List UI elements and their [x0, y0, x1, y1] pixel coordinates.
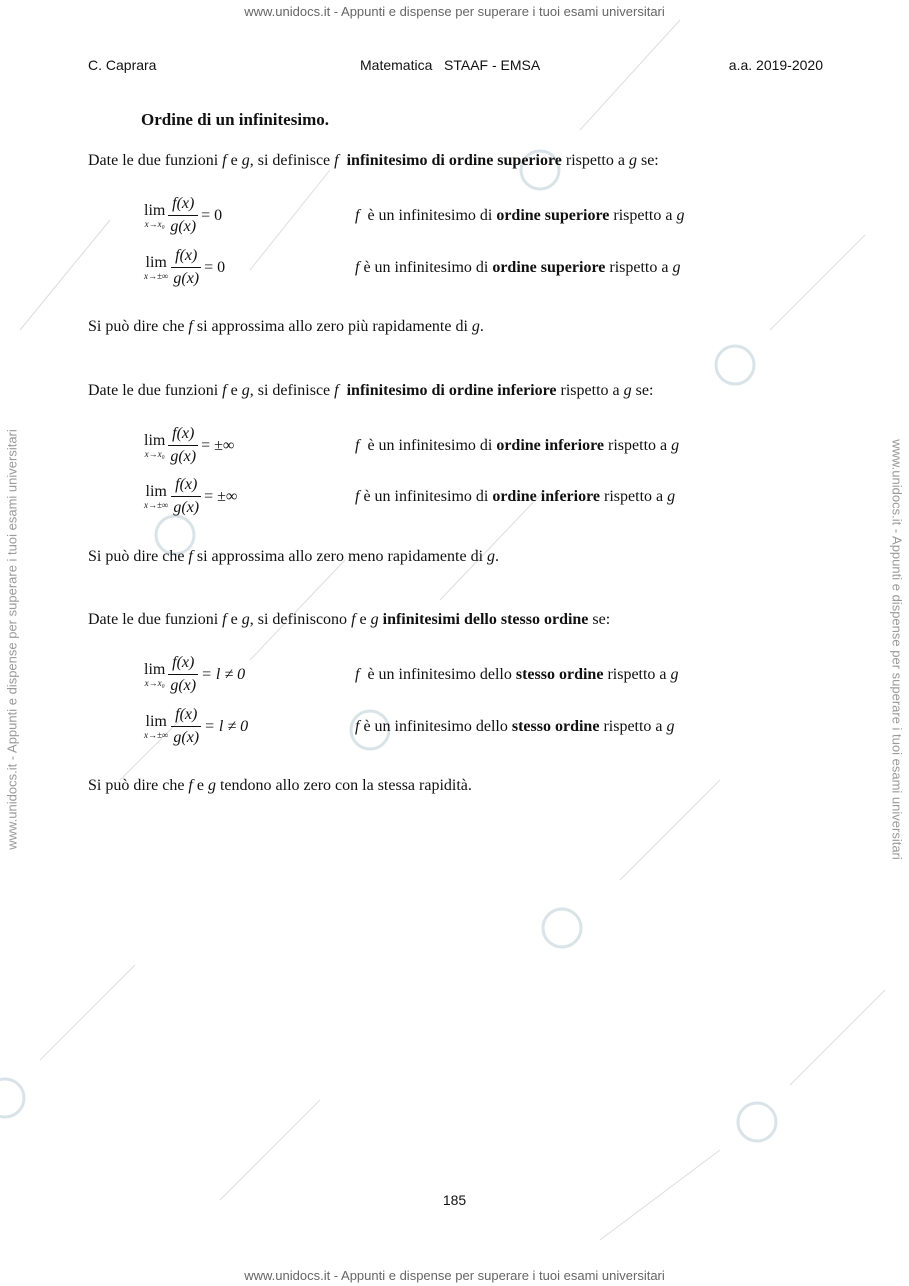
section-title: Ordine di un infinitesimo.: [141, 110, 329, 129]
formula-2-2: lim x→±∞ $\frac{f(x)}{g(x)}$ = ±∞: [144, 476, 238, 516]
page-number: 185: [442, 1192, 467, 1208]
formula-3-2-description: f è un infinitesimo dello stesso ordine rispetto a g: [355, 718, 675, 735]
watermark-bottom: www.unidocs.it - Appunti e dispense per superare i tuoi esami universitari: [244, 1268, 665, 1283]
formula-1-1: lim x→x₀ $\frac{f(x)}{g(x)}$ = 0: [144, 195, 223, 235]
section-3-intro: Date le due funzioni f e g, si definiscono f e g infinitesimi dello stesso ordine se:: [88, 611, 611, 628]
watermark-left: www.unidocs.it - Appunti e dispense per superare i tuoi esami universitari: [4, 429, 20, 850]
formula-3-1: lim x→x₀ $\frac{f(x)}{g(x)}$ = l ≠ 0: [144, 654, 246, 694]
section-1-intro: Date le due funzioni f e g, si definisce f infinitesimo di ordine superiore rispetto a g se:: [88, 152, 659, 169]
formula-1-2: lim x→±∞ $\frac{f(x)}{g(x)}$ = 0: [144, 247, 226, 287]
header-author: C. Caprara: [88, 57, 157, 73]
watermark-top: www.unidocs.it - Appunti e dispense per superare i tuoi esami universitari: [244, 4, 665, 19]
formula-2-1-description: f è un infinitesimo di ordine inferiore rispetto a g: [355, 437, 680, 454]
formula-3-1-description: f è un infinitesimo dello stesso ordine rispetto a g: [355, 666, 679, 683]
watermark-right: www.unidocs.it - Appunti e dispense per superare i tuoi esami universitari: [889, 439, 905, 860]
section-2-conclusion: Si può dire che f si approssima allo zero meno rapidamente di g.: [88, 548, 500, 565]
formula-1-1-description: f è un infinitesimo di ordine superiore rispetto a g: [355, 207, 685, 224]
formula-2-1: lim x→x₀ $\frac{f(x)}{g(x)}$ = ±∞: [144, 425, 235, 465]
formula-1-2-description: f è un infinitesimo di ordine superiore rispetto a g: [355, 259, 681, 276]
header-year: a.a. 2019-2020: [728, 57, 823, 73]
formula-2-2-description: f è un infinitesimo di ordine inferiore rispetto a g: [355, 488, 676, 505]
section-3-conclusion: Si può dire che f e g tendono allo zero con la stessa rapidità.: [88, 777, 472, 794]
section-1-conclusion: Si può dire che f si approssima allo zero più rapidamente di g.: [88, 318, 484, 335]
section-2-intro: Date le due funzioni f e g, si definisce f infinitesimo di ordine inferiore rispetto a g se:: [88, 382, 654, 399]
header-course: Matematica STAAF - EMSA: [360, 57, 541, 73]
formula-3-2: lim x→±∞ $\frac{f(x)}{g(x)}$ = l ≠ 0: [144, 706, 249, 746]
